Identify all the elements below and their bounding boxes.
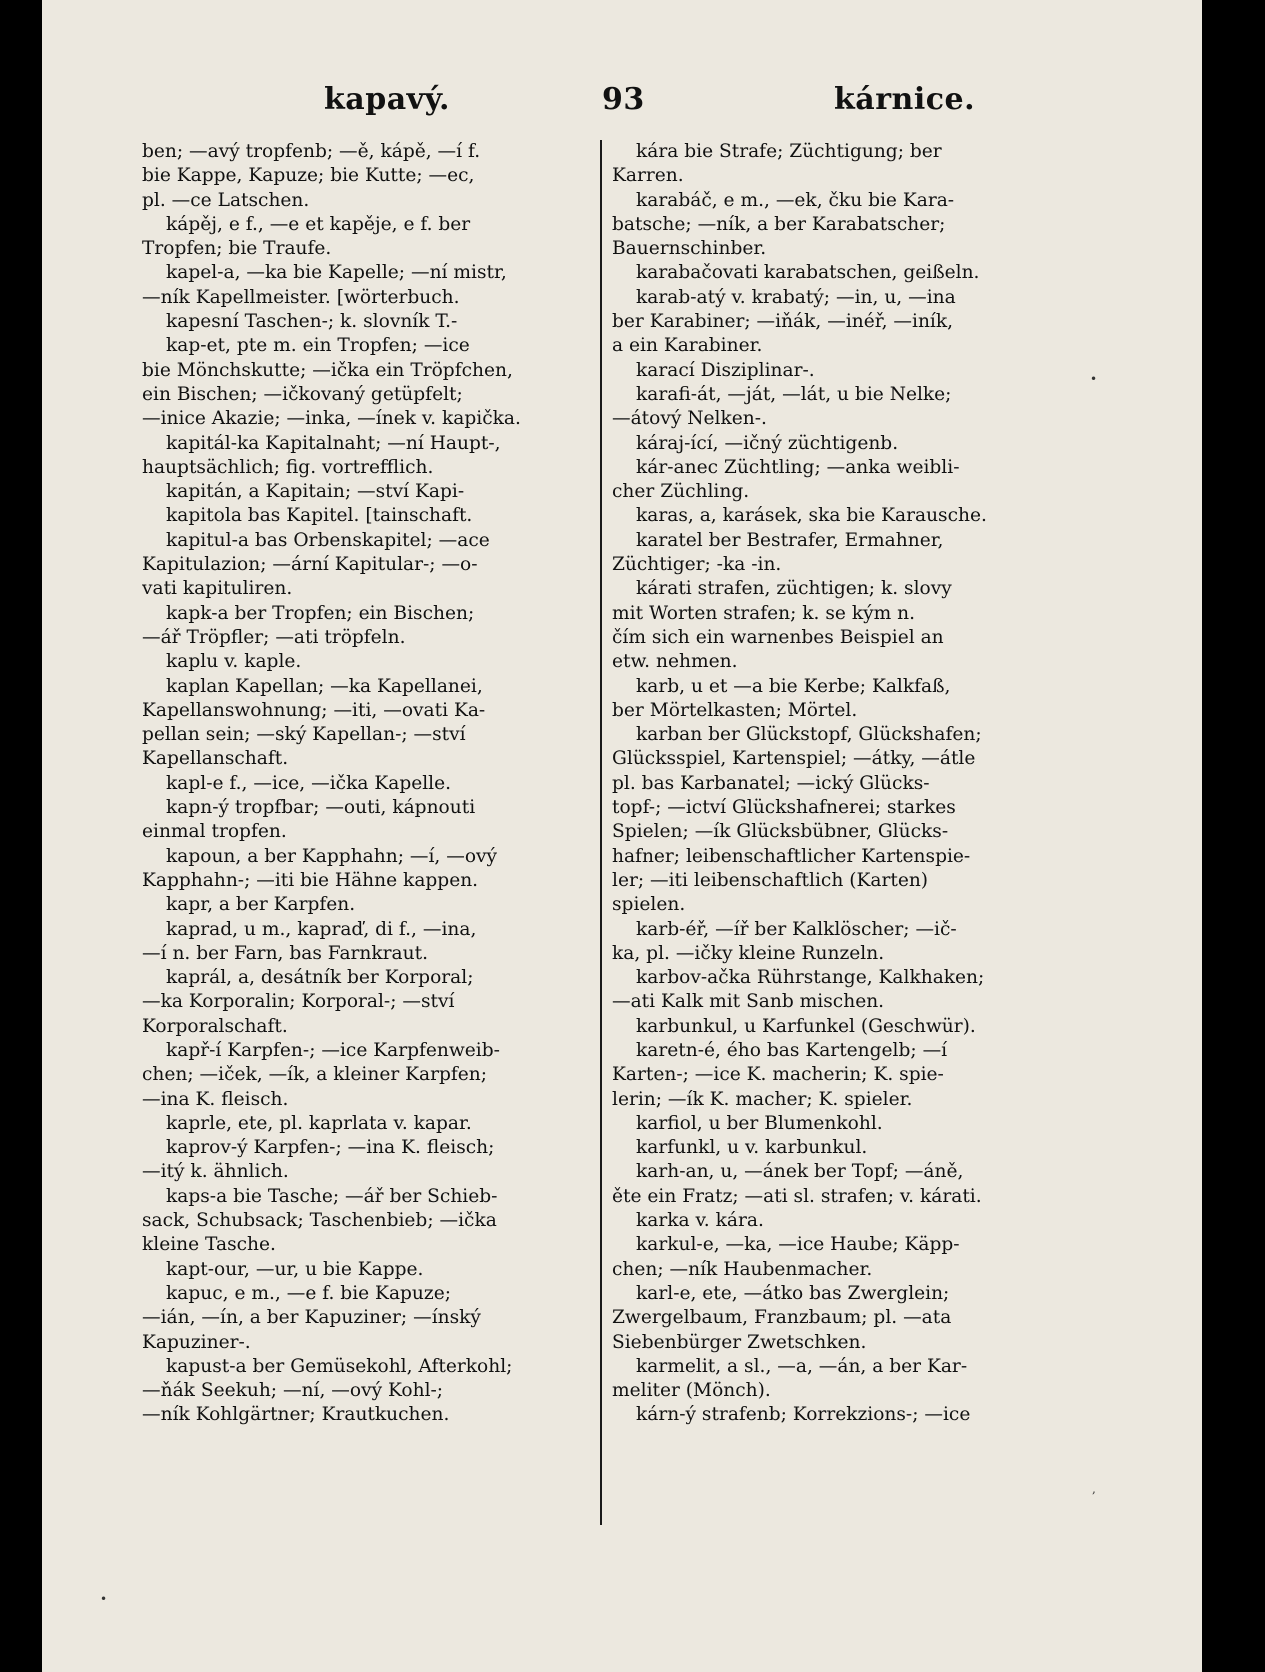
entry-line: meliter (Mönch).	[612, 1380, 771, 1402]
entry-line: —ka Korporalin; Korporal-; —ství	[142, 991, 455, 1013]
column-divider-rule	[600, 140, 602, 1525]
entry-line: lerin; —ík K. macher; K. spieler.	[612, 1088, 913, 1110]
entry-line: —í n. ber Farn, bas Farnkraut.	[142, 942, 428, 964]
entry-line: ein Bischen; —ičkovaný getüpfelt;	[142, 383, 463, 405]
entry-line: kapel-a, —ka bie Kapelle; —ní mistr,	[166, 262, 507, 284]
entry-line: Spielen; —ík Glücksbübner, Glücks-	[612, 821, 949, 843]
entry-line: Tropfen; bie Traufe.	[142, 238, 332, 260]
entry-line: karb, u et —a bie Kerbe; Kalkfaß,	[636, 675, 951, 697]
entry-line: ka, pl. —ičky kleine Runzeln.	[612, 942, 885, 964]
entry-line: kápěj, e f., —e et kapěje, e f. ber	[166, 213, 471, 235]
entry-line: kapr, a ber Karpfen.	[166, 894, 356, 916]
entry-line: mit Worten strafen; k. se kým n.	[612, 602, 916, 624]
entry-line: Kapellanswohnung; —iti, —ovati Ka-	[142, 699, 486, 721]
entry-line: karabáč, e m., —ek, čku bie Kara-	[636, 189, 955, 211]
entry-line: etw. nehmen.	[612, 651, 738, 673]
entry-line: hafner; leibenschaftlicher Kartenspie-	[612, 845, 971, 867]
entry-line: karb-éř, —íř ber Kalklöscher; —ič-	[636, 918, 957, 940]
entry-line: hauptsächlich; fig. vortrefflich.	[142, 456, 434, 478]
entry-line: kár-anec Züchtling; —anka weibli-	[636, 456, 960, 478]
entry-line: karkul-e, —ka, —ice Haube; Käpp-	[636, 1234, 960, 1256]
entry-line: kapř-í Karpfen-; —ice Karpfenweib-	[166, 1039, 500, 1061]
entry-line: kapt-our, —ur, u bie Kappe.	[166, 1258, 424, 1280]
dictionary-page	[42, 0, 1202, 1672]
entry-line: kárati strafen, züchtigen; k. slovy	[636, 578, 952, 600]
entry-line: Korporalschaft.	[142, 1015, 288, 1037]
entry-line: Kapitulazion; —ární Kapitular-; —o-	[142, 554, 478, 576]
entry-line: kaprál, a, desátník ber Korporal;	[166, 967, 474, 989]
entry-line: karab-atý v. krabatý; —in, u, —ina	[636, 286, 956, 308]
entry-line: spielen.	[612, 894, 686, 916]
entry-line: —ář Tröpfler; —ati tröpfeln.	[142, 626, 406, 648]
entry-line: pl. —ce Latschen.	[142, 189, 310, 211]
entry-line: karfiol, u ber Blumenkohl.	[636, 1112, 883, 1134]
entry-line: —ník Kohlgärtner; Krautkuchen.	[142, 1404, 450, 1426]
entry-line: chen; —ník Haubenmacher.	[612, 1258, 873, 1280]
entry-line: chen; —iček, —ík, a kleiner Karpfen;	[142, 1064, 488, 1086]
entry-line: Karren.	[612, 165, 684, 187]
entry-line: kapitola bas Kapitel. [tainschaft.	[166, 505, 473, 527]
entry-line: ben; —avý tropfenb; —ě, kápě, —í f.	[142, 141, 481, 162]
entry-line: Bauernschinber.	[612, 238, 767, 260]
entry-line: Kapellanschaft.	[142, 748, 289, 770]
entry-line: karka v. kára.	[636, 1210, 764, 1232]
entry-line: Glücksspiel, Kartenspiel; —átky, —átle	[612, 748, 976, 770]
entry-line: karbov-ačka Rührstange, Kalkhaken;	[636, 967, 985, 989]
entry-line: bie Mönchskutte; —ička ein Tröpfchen,	[142, 359, 513, 381]
right-column	[612, 140, 1080, 1428]
entry-line: Kapphahn-; —iti bie Hähne kappen.	[142, 869, 479, 891]
print-speck: •	[100, 1592, 108, 1606]
entry-line: kapl-e f., —ice, —ička Kapelle.	[166, 772, 452, 794]
entry-line: kapuc, e m., —e f. bie Kapuze;	[166, 1282, 451, 1304]
entry-line: pellan sein; —ský Kapellan-; —ství	[142, 724, 466, 746]
entry-line: a ein Karabiner.	[612, 335, 763, 357]
entry-line: —átový Nelken-.	[612, 408, 767, 430]
entry-line: kapk-a ber Tropfen; ein Bischen;	[166, 602, 475, 624]
entry-line: kapitul-a bas Orbenskapitel; —ace	[166, 529, 490, 551]
page-number: 93	[602, 82, 645, 117]
entry-line: čím sich ein warnenbes Beispiel an	[612, 626, 944, 648]
entry-line: —ián, —ín, a ber Kapuziner; —ínský	[142, 1307, 481, 1329]
entry-line: kapust-a ber Gemüsekohl, Afterkohl;	[166, 1355, 513, 1377]
print-speck: ,	[1092, 1482, 1096, 1496]
entry-line: karatel ber Bestrafer, Ermahner,	[636, 529, 944, 551]
entry-line: kaplan Kapellan; —ka Kapellanei,	[166, 675, 483, 697]
left-running-headword: kapavý.	[324, 82, 451, 117]
entry-line: —inice Akazie; —inka, —ínek v. kapička.	[142, 408, 521, 430]
entry-line: ler; —iti leibenschaftlich (Karten)	[612, 869, 929, 891]
entry-line: karl-e, ete, —átko bas Zwerglein;	[636, 1282, 950, 1304]
entry-line: karetn-é, ého bas Kartengelb; —í	[636, 1039, 948, 1061]
entry-line: pl. bas Karbanatel; —ický Glücks-	[612, 772, 930, 794]
entry-line: Zwergelbaum, Franzbaum; pl. —ata	[612, 1307, 952, 1329]
entry-line: —ati Kalk mit Sanb mischen.	[612, 991, 885, 1013]
entry-line: kaplu v. kaple.	[166, 651, 302, 673]
entry-line: karafi-át, —ját, —lát, u bie Nelke;	[636, 383, 952, 405]
left-column	[142, 140, 612, 1428]
entry-line: Kapuziner-.	[142, 1331, 251, 1353]
entry-line: Karten-; —ice K. macherin; K. spie-	[612, 1064, 944, 1086]
entry-line: ber Mörtelkasten; Mörtel.	[612, 699, 858, 721]
entry-line: kapitán, a Kapitain; —ství Kapi-	[166, 481, 465, 503]
entry-line: kap-et, pte m. ein Tropfen; —ice	[166, 335, 470, 357]
entry-line: cher Züchling.	[612, 481, 750, 503]
entry-line: kapoun, a ber Kapphahn; —í, —ový	[166, 845, 498, 867]
print-speck: •	[1090, 372, 1098, 386]
entry-line: kapn-ý tropfbar; —outi, kápnouti	[166, 797, 476, 819]
page-header	[42, 82, 1202, 130]
entry-line: ěte ein Fratz; —ati sl. strafen; v. kárati.	[612, 1185, 982, 1207]
entry-line: sack, Schubsack; Taschenbieb; —ička	[142, 1210, 497, 1232]
entry-line: karas, a, karásek, ska bie Karausche.	[636, 505, 987, 527]
entry-line: kárn-ý strafenb; Korrekzions-; —ice	[636, 1404, 971, 1426]
entry-line: batsche; —ník, a ber Karabatscher;	[612, 213, 946, 235]
entry-line: —ina K. fleisch.	[142, 1088, 289, 1110]
entry-line: Züchtiger; -ka -in.	[612, 554, 782, 576]
entry-line: káraj-ící, —ičný züchtigenb.	[636, 432, 899, 454]
entry-line: karfunkl, u v. karbunkul.	[636, 1137, 868, 1159]
entry-line: kaprad, u m., kapraď, di f., —ina,	[166, 918, 477, 940]
entry-line: karabačovati karabatschen, geißeln.	[636, 262, 980, 284]
entry-line: karban ber Glückstopf, Glückshafen;	[636, 724, 982, 746]
entry-line: kaprov-ý Karpfen-; —ina K. fleisch;	[166, 1137, 495, 1159]
entry-line: —ník Kapellmeister. [wörterbuch.	[142, 286, 460, 308]
entry-line: —itý k. ähnlich.	[142, 1161, 289, 1183]
entry-line: Siebenbürger Zwetschken.	[612, 1331, 867, 1353]
entry-line: karh-an, u, —ánek ber Topf; —áně,	[636, 1161, 964, 1183]
entry-line: karací Disziplinar-.	[636, 359, 815, 381]
entry-line: karbunkul, u Karfunkel (Geschwür).	[636, 1015, 976, 1037]
entry-line: bie Kappe, Kapuze; bie Kutte; —ec,	[142, 165, 475, 187]
entry-line: kára bie Strafe; Züchtigung; ber	[636, 141, 942, 162]
entry-line: topf-; —ictví Glückshafnerei; starkes	[612, 797, 956, 819]
entry-line: vati kapituliren.	[142, 578, 293, 600]
right-running-headword: kárnice.	[834, 82, 976, 117]
entry-line: kleine Tasche.	[142, 1234, 276, 1256]
entry-line: —ňák Seekuh; —ní, —ový Kohl-;	[142, 1380, 444, 1402]
entry-line: kaps-a bie Tasche; —ář ber Schieb-	[166, 1185, 498, 1207]
entry-line: kapitál-ka Kapitalnaht; —ní Haupt-,	[166, 432, 501, 454]
entry-line: einmal tropfen.	[142, 821, 287, 843]
entry-line: karmelit, a sl., —a, —án, a ber Kar-	[636, 1355, 968, 1377]
entry-line: kaprle, ete, pl. kaprlata v. kapar.	[166, 1112, 472, 1134]
entry-line: ber Karabiner; —iňák, —inéř, —iník,	[612, 311, 954, 333]
entry-line: kapesní Taschen-; k. slovník T.-	[166, 311, 458, 333]
